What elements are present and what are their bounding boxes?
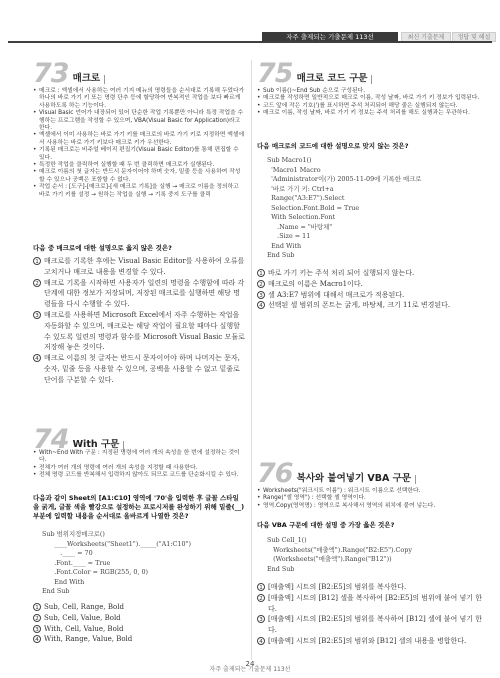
option-1: 1 바로 가기 키는 주석 처리 되어 실행되지 않는다.	[257, 268, 487, 279]
option-2: 2 Sub, Cell, Value, Bold	[33, 613, 245, 624]
section-75-heading	[257, 58, 372, 89]
section-73-heading	[33, 58, 105, 89]
section-75-bullets	[257, 88, 487, 118]
section-76-code	[267, 536, 487, 574]
header-rule	[8, 41, 492, 43]
section-76-bullets	[257, 488, 487, 510]
option-4: 4 선택된 셀 범위의 폰트는 굵게, 바탕체, 크기 11로 변경된다.	[257, 300, 487, 311]
code-line: Sub Macro1()	[267, 156, 312, 164]
section-75-code	[267, 156, 487, 261]
code-line: .Name = "바탕체"	[267, 222, 333, 231]
section-74-heading	[33, 424, 124, 455]
code-line: '바로 가기 키: Ctrl+a	[267, 184, 334, 193]
section-number: 73	[33, 58, 69, 89]
column-divider	[251, 60, 252, 660]
question-73: 다음 중 매크로에 대한 설명으로 옳지 않은 것은?	[33, 244, 172, 252]
code-line: 'Administrator이(가) 2005-11-09에 기록한 매크로	[267, 175, 422, 183]
code-line: End Sub	[267, 564, 295, 573]
code-line: With Selection.Font	[267, 213, 336, 221]
code-line: .Font.Color = RGB(255, 0, 0)	[42, 568, 149, 576]
option-3: 3 매크로를 사용하면 Microsoft Excel에서 자주 수행하는 작업을 자동화할 수 있으며, 매크로는 해당 작업이 필요할 때마다 실행할 수 있도록 일련의 명령과 함수를 Microsoft Visual Basic 모듈로 저장해 놓은 것이다.	[33, 310, 245, 353]
option-3: 3 [매출액] 시트의 [B2:E5]의 범위를 복사하여 [B12] 셀에 붙여 넣기 한다.	[257, 614, 487, 636]
option-2: 2 [매출액] 시트의 [B12] 셀을 복사하여 [B2:E5]의 범위에 붙여 넣기 한다.	[257, 593, 487, 615]
bullet: • Range("셀 영역") : 선택할 셀 영역이다.	[257, 495, 487, 502]
option-1: 1 [매출액] 시트의 [B2:E5]의 범위를 복사한다.	[257, 582, 487, 593]
bullet: • 매크로 이름, 작성 날짜, 바로 가기 키 정보는 주석 처리를 해도 실행과는 무관하다.	[257, 110, 487, 117]
bullet: • With~End With 구문 : 지정된 명령에 여러 개의 속성을 한 번에 설정하는 것이다.	[33, 450, 245, 465]
section-title: 매크로	[72, 73, 101, 84]
section-76-options	[257, 582, 487, 647]
code-line: End Sub	[42, 587, 70, 595]
bullet: • 매크로를 작성하면 일반적으로 매크로 이름, 작성 날짜, 바로 가기 키 정보가 입력된다.	[257, 95, 487, 102]
code-line: Worksheets("매출액").Range("B2:E5").Copy	[267, 545, 412, 554]
tab-answers[interactable]: 정답 및 해설	[452, 32, 496, 42]
section-title: 복사와 붙여넣기 VBA 구문	[296, 473, 412, 484]
option-4: 4 With, Range, Value, Bold	[33, 634, 245, 645]
option-4: 4 매크로 이름의 첫 글자는 반드시 문자이어야 하며 나머지는 문자, 숫자, 밑줄 등을 사용할 수 있으며, 공백을 사용할 수 없고 밑줄로 단어를 구분할 수 있다.	[33, 353, 245, 385]
option-1: 1 Sub, Cell, Range, Bold	[33, 602, 245, 613]
bullet: • 매크로 : 엑셀에서 사용하는 여러 기지 메뉴의 명령들을 순서대로 기록해 두었다가 하나의 바로 가기 키 또는 명령 단추 등에 할당하여 반복적인 작업을 보다 빠르게 사용하도록 하는 기능이다.	[33, 88, 245, 110]
tab-recent-exam[interactable]: 최신 기출문제	[401, 32, 451, 42]
question-76: 다음 VBA 구문에 대한 설명 중 가장 옳은 것은?	[257, 521, 395, 529]
code-line: Selection.Font.Bold = True	[267, 203, 360, 212]
section-74-options	[33, 602, 245, 645]
header-title: 자주 출제되는 기출문제 113선	[262, 32, 398, 42]
section-74-bullets	[33, 450, 245, 480]
section-74-code	[42, 530, 247, 597]
section-title: With 구문	[72, 439, 120, 450]
title-bar	[371, 75, 372, 84]
title-bar	[415, 475, 416, 484]
bullet: • 전체 명령 코드를 반복해서 입력하지 않아도 되므로 코드를 단순화시킬 수 있다.	[33, 472, 245, 479]
bullet: • Sub 이름()~End Sub 순으로 구성된다.	[257, 88, 487, 95]
option-2: 2 매크로 기록을 시작하면 사용자가 일련의 명령을 수행함에 따라 각 단계에 대한 정보가 저장되며, 저장된 매크로를 실행하면 해당 명령들을 다시 수행할 수 있다.	[33, 278, 245, 310]
page-number: 24	[245, 660, 255, 668]
code-line: End Sub	[267, 251, 295, 259]
section-75-options	[257, 268, 487, 311]
code-line: End With	[42, 577, 85, 586]
question-74: 다음과 같이 Sheet의 [A1:C10] 영역에 '70'을 입력한 후 글꼴 스타일을 굵게, 글꼴 색을 빨강으로 설정하는 프로시저를 완성하기 위해 밑줄(__) 부분에 입력할 내용을 순서대로 올바르게 나열한 것은?	[33, 494, 245, 520]
section-73-bullets	[33, 88, 245, 199]
code-line: ____Worksheets("Sheet1")._____("A1:C10")	[42, 539, 191, 548]
section-number: 76	[257, 458, 293, 489]
code-line: (Worksheets("매출액").Range("B12"))	[267, 555, 392, 563]
option-2: 2 매크로의 이름은 Macro1이다.	[257, 279, 487, 290]
section-73-options	[33, 256, 245, 386]
option-4: 4 [매출액] 시트의 [B2:E5]의 범위와 [B12] 셀의 내용을 병합한다.	[257, 636, 487, 647]
section-number: 74	[33, 424, 69, 455]
code-line: .____ = 70	[42, 549, 93, 557]
option-3: 3 With, Cell, Value, Bold	[33, 624, 245, 635]
option-3: 3 셀 A3:E7 범위에 대해서 매크로가 적용된다.	[257, 290, 487, 301]
code-line: .Size = 11	[267, 232, 311, 240]
code-line: End With	[267, 241, 302, 250]
bullet: • 영역.Copy(영역명) : 영역으로 복사해서 영역의 위치에 붙여 넣는다.	[257, 503, 487, 510]
section-title: 매크로 코드 구문	[296, 73, 368, 84]
section-number: 75	[257, 58, 293, 89]
bullet: • Visual Basic 언어가 내장되어 있어 단순한 작업 기록뿐만 아니라 특정 작업을 수행하는 프로그램을 작성할 수 있으며, VBA(Visual Basic for Application)라고 한다.	[33, 110, 245, 132]
code-line: 'Macro1 Macro	[267, 165, 321, 174]
bullet: • 기록된 매크로는 비주얼 베이직 편집기(Visual Basic Editor)를 통해 편집할 수 있다.	[33, 147, 245, 162]
bullet: • 특정한 작업을 클릭하여 실행할 때 두 번 클릭하면 매크로가 실행된다.	[33, 162, 245, 169]
question-75: 다음 매크로의 코드에 대한 설명으로 맞지 않는 것은?	[257, 142, 409, 150]
section-76-heading	[257, 458, 416, 489]
code-line: Sub 범위지정매크로()	[42, 530, 105, 538]
bullet: • Worksheets("워크시트 이름") : 워크시트 이름으로 선택한다.	[257, 488, 487, 495]
footer-text: 자주 출제되는 기출문제 113선	[209, 666, 291, 673]
code-line: Sub Cell_1()	[267, 536, 307, 544]
title-bar	[104, 75, 105, 84]
title-bar	[123, 441, 124, 450]
bullet: • 전체가 여러 개의 명령에 여러 개의 속성을 지정할 때 사용한다.	[33, 465, 245, 472]
bullet: • 엑셀에서 이미 사용하는 바로 가기 키를 매크로의 바로 가기 키로 지정하면 엑셀에서 사용하는 바로 가기 키보다 매크로 키가 우선한다.	[33, 132, 245, 147]
code-line: .Font.____ = True	[42, 558, 111, 567]
bullet: • 작업 순서 : [도구]-[매크로]-[새 매크로 기록]을 실행 → 매크로 이름을 정의하고 바로 가기 키를 설정 → 원하는 작업을 실행 → 기록 중지 도구를 클릭	[33, 184, 245, 199]
bullet: • 매크로 이름의 첫 글자는 반드시 문자이어야 하며 숫자, 밑줄 등을 사용하여 작성할 수 있으나 공백은 포함할 수 없다.	[33, 169, 245, 184]
option-1: 1 매크로를 기록한 후에는 Visual Basic Editor를 사용하여 오류를 고치거나 매크로 내용을 변경할 수 있다.	[33, 256, 245, 278]
bullet: • 코드 앞에 작은 기호(')를 표시하면 주석 처리되어 해당 줄은 실행되지 않는다.	[257, 103, 487, 110]
code-line: Range("A3:E7").Select	[267, 194, 345, 202]
